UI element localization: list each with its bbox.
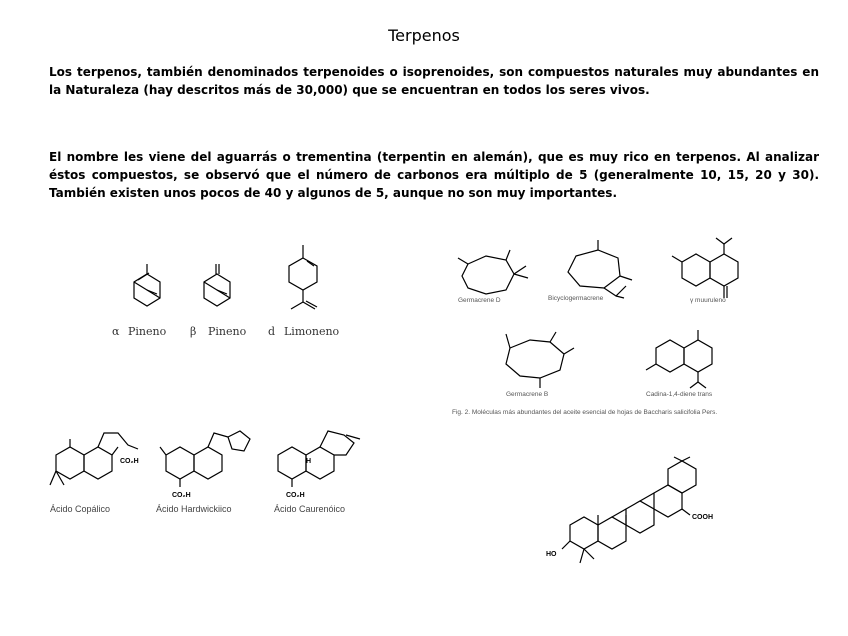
alpha-pinene-prefix: α (112, 325, 120, 338)
sesquiterpenes-caption: Fig. 2. Moléculas más abundantes del aceite esencial de hojas de Baccharis salicifolia Pers. (452, 409, 718, 416)
kaurenoic-acid-structure (278, 431, 360, 487)
cadinadiene-label: Cadina-1,4-diene trans (646, 391, 713, 398)
page-title: Terpenos (388, 26, 460, 45)
limonene-label: Limoneno (284, 325, 340, 338)
germacrene-d-label: Germacrene D (458, 297, 501, 304)
hardwickiic-acid-label: Ácido Hardwickiico (156, 504, 232, 514)
hardwickiic-acid-structure (160, 431, 250, 487)
monoterpenes-figure (100, 240, 350, 340)
kaurenoic-acid-h1: H (306, 458, 312, 465)
beta-pinene-prefix: β (190, 325, 197, 338)
kaurenoic-acid-label: Ácido Caurenóico (274, 504, 346, 514)
gamma-muurolene-structure (672, 238, 738, 298)
intro-paragraph: Los terpenos, también denominados terpenoides o isoprenoides, son compuestos naturales muy abundantes en la Naturaleza (hay descritos más de 30,000) que se encuentran en todos los seres vivos. (49, 65, 819, 97)
bicyclogermacrene-label: Bicyclogermacrene (548, 295, 604, 302)
limonene-structure (289, 245, 317, 309)
copalic-acid-label: Ácido Copálico (50, 504, 111, 514)
hardwickiic-acid-co2h: CO₂H (172, 492, 191, 499)
triterpene-cooh: COOH (692, 514, 713, 521)
beta-pinene-label: Pineno (208, 325, 247, 338)
germacrene-d-structure (458, 250, 528, 294)
origin-paragraph: El nombre les viene del aguarrás o trementina (terpentin en alemán), que es muy rico en terpenos. Al analizar éstos compuestos, se observó que el número de carbonos era múltiplo de 5 (generalmente 10, 15, 20 y 30). También existen unos pocos de 40 y algunos de 5, aunque no son muy importantes. (49, 150, 819, 200)
alpha-pinene-structure (134, 264, 160, 306)
alpha-pinene-label: Pineno (128, 325, 167, 338)
bicyclogermacrene-structure (568, 240, 632, 298)
copalic-acid-co2h: CO₂H (120, 458, 139, 465)
kaurenoic-acid-co2h: CO₂H (286, 492, 305, 499)
oleanolic-acid-structure (562, 457, 696, 563)
triterpene-ho: HO (546, 551, 557, 558)
cadinadiene-structure (646, 330, 712, 388)
germacrene-b-label: Germacrene B (506, 391, 549, 398)
limonene-prefix: d (268, 325, 276, 338)
sesquiterpenes-figure (448, 236, 778, 426)
germacrene-b-structure (506, 332, 574, 388)
beta-pinene-structure (204, 264, 230, 306)
diterpenes-figure (38, 425, 368, 525)
gamma-muurolene-label: γ muuruleno (690, 297, 726, 304)
triterpene-figure (540, 455, 720, 580)
